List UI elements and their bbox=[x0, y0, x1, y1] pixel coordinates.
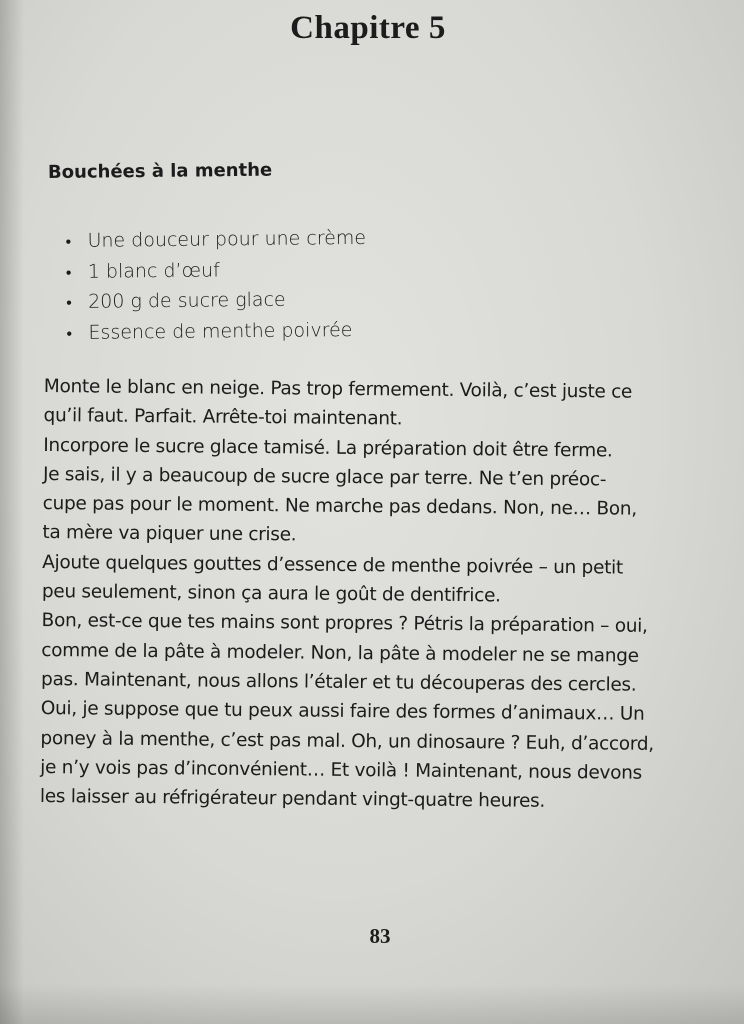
ingredient-item bbox=[66, 284, 367, 318]
instruction-line: comme de la pâte à modeler. Non, la pâte à modeler ne se mange bbox=[41, 639, 639, 667]
ingredient-text: Une douceur pour une crème bbox=[87, 226, 367, 252]
instruction-line: peu seulement, sinon ça aura le goût de dentifrice. bbox=[41, 581, 501, 607]
instruction-line: Bon, est-ce que tes mains sont propres ? Pétris la préparation – oui, bbox=[41, 610, 648, 638]
instruction-line: Monte le blanc en neige. Pas trop fermement. Voilà, c’est juste ce bbox=[43, 375, 633, 403]
instruction-line: Oui, je suppose que tu peux aussi faire des formes d’animaux… Un bbox=[40, 698, 645, 726]
ingredient-item bbox=[66, 253, 367, 287]
bullet-icon: • bbox=[65, 231, 72, 252]
bullet-icon: • bbox=[66, 292, 72, 312]
instruction-line: les laisser au réfrigérateur pendant vingt-quatre heures. bbox=[39, 786, 546, 812]
ingredient-text: 1 blanc d’œuf bbox=[87, 258, 220, 283]
instruction-line: poney à la menthe, c’est pas mal. Oh, un dinosaure ? Euh, d’accord, bbox=[40, 727, 654, 755]
instruction-line: cupe pas pour le moment. Ne marche pas dedans. Non, ne… Bon, bbox=[42, 493, 637, 520]
bullet-icon: • bbox=[65, 262, 72, 282]
page-number: 83 bbox=[369, 924, 391, 948]
instruction-line: ta mère va piquer une crise. bbox=[42, 522, 297, 546]
instruction-line: Ajoute quelques gouttes d’essence de menthe poivrée – un petit bbox=[42, 551, 623, 579]
instruction-line: pas. Maintenant, nous allons l’étaler et tu découperas des cercles. bbox=[40, 668, 637, 696]
instruction-line: qu’il faut. Parfait. Arrête-toi maintenant. bbox=[43, 405, 403, 430]
chapter-title: Chapitre 5 bbox=[290, 10, 446, 46]
ingredient-text: 200 g de sucre glace bbox=[88, 288, 286, 313]
page-bottom-shadow bbox=[0, 984, 744, 1024]
ingredient-item bbox=[66, 314, 367, 348]
instruction-line: je n’y vois pas d’inconvénient… Et voilà ! Maintenant, nous devons bbox=[40, 756, 643, 784]
recipe-title: Bouchées à la menthe bbox=[47, 159, 273, 183]
ingredient-text: Essence de menthe poivrée bbox=[88, 318, 353, 344]
recipe-instructions bbox=[40, 372, 704, 818]
ingredient-item bbox=[65, 223, 366, 257]
ingredient-list bbox=[65, 223, 367, 348]
instruction-line: Incorpore le sucre glace tamisé. La préparation doit être ferme. bbox=[43, 434, 613, 462]
bullet-icon: • bbox=[66, 323, 73, 343]
instruction-line: Je sais, il y a beaucoup de sucre glace par terre. Ne t’en préoc- bbox=[42, 463, 607, 491]
binding-shadow bbox=[0, 0, 24, 1024]
